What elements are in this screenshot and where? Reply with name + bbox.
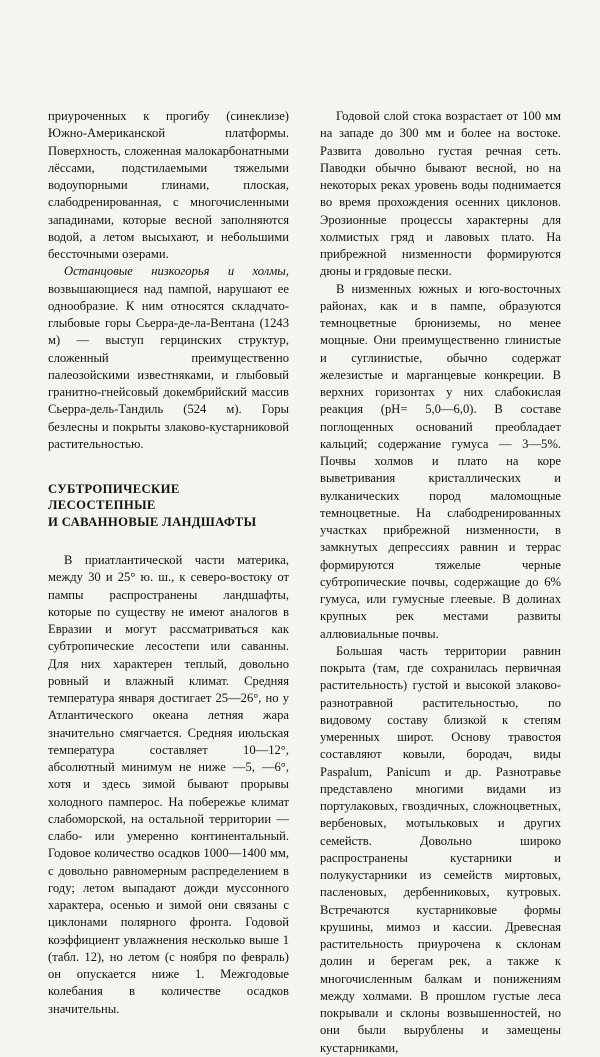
section-heading-block <box>48 481 289 530</box>
latin-name-panicum: Panicum <box>386 764 431 779</box>
right-text-column <box>320 108 561 1057</box>
two-column-layout <box>48 108 560 1057</box>
latin-name-paspalum: Paspalum <box>320 764 369 779</box>
paragraph-runoff: Годовой слой стока возрастает от 100 мм на западе до 300 мм и более на востоке. Развита довольно густая речная сеть. Паводки обычно бывают весной, но на некоторых реках уровень воды поднимается во время прохождения осенних циклонов. Эрозионные процессы характерны для холмистых гряд и лавовых плато. На прибрежной низменности формируются дюны и грядовые пески. <box>320 109 561 279</box>
paragraph-pampa-relief-continued: приуроченных к прогибу (синеклизе) Южно-Американской платформы. Поверхность, сложенная малокарбонатными лёссами, подстилаемыми тяжелыми водоупорными глинами, плоская, слабодренированная, с многочисленными западинами, которые весной заполняются водой, а летом высыхают, и небольшими бессточными озерами. <box>48 109 289 261</box>
paragraph-ostantsovye-rest: , возвышающиеся над пампой, нарушают ее однообразие. К ним относятся складчато-глыбовые горы Сьерра-де-ла-Вентана (1243 м) — выступ герцинских структур, сложенный преимущественно палеозойскими известняками, и глыбовый гранитно-гнейсовый докембрийский массив Сьерра-дель-Тандиль (524 м). Горы безлесны и покрыты злаково-кустарниковой растительностью. <box>48 264 289 451</box>
section-heading-subtropical <box>48 481 289 530</box>
paragraph-vegetation-part-2: , <box>368 764 387 779</box>
italic-term-ostantsovye: Останцовые низкогорья и холмы <box>64 264 286 279</box>
section-heading-line-2: ЛЕСОСТЕПНЫЕ <box>48 498 156 513</box>
paragraph-vegetation <box>320 643 561 1057</box>
paragraph-vegetation-part-1: Большая часть территории равнин покрыта (там, где сохранилась первичная растительность) густой и высокой злаково-разнотравной растительностью, по видовому составу близкой к степям умеренных широт. Основу травостоя составляют ковыли, бородач, виды <box>320 643 561 762</box>
paragraph-vegetation-part-3: и др. Разнотравье представлено многими видами из портулаковых, гвоздичных, сложноцветных, вербеновых, мотыльковых и других семейств. Довольно широко распространены кустарники и полукустарники из семейств миртовых, пасленовых, дербенниковых, кутровых. Встречаются кустарниковые формы крушины, мимоз и кассии. Древесная растительность приурочена к склонам долин и берегам рек, а также к многочисленным балкам и понижениям между холмами. В прошлом густые леса покрывали и склоны возвышенностей, но они были вырублены и замещены кустарниками, <box>320 764 561 1055</box>
paragraph-ostantsovye <box>48 263 289 453</box>
section-heading-line-1: СУБТРОПИЧЕСКИЕ <box>48 482 180 496</box>
left-text-column <box>48 108 289 1018</box>
section-heading-line-3: И САВАННОВЫЕ ЛАНДШАФТЫ <box>48 514 257 529</box>
paragraph-climate: В приатлантической части материка, между 30 и 25° ю. ш., к северо-востоку от пампы распространены ландшафты, которые по существу не имеют аналогов в Евразии и могут рассматриваться как субтропические лесостепи или саванны. Для них характерен теплый, довольно ровный и влажный климат. Средняя температура января достигает 25—26°, но у Атлантического океана летняя жара значительно смягчается. Средняя июльская температура составляет 10—12°, абсолютный минимум не ниже —5, —6°, хотя и здесь зимой бывают прорывы холодного памперос. На побережье климат слабоморской, на остальной территории — слабо- или умеренно континентальный. Годовое количество осадков 1000—1400 мм, с довольно равномерным распределением в году; летом выпадают дожди муссонного характера, осенью и зимой они связаны с циклонами полярного фронта. Годовой коэффициент увлажнения несколько выше 1 (табл. 12), но летом (с ноября по февраль) он опускается ниже 1. Межгодовые колебания в количестве осадков значительны. <box>48 553 289 1016</box>
paragraph-soils: В низменных южных и юго-восточных районах, как и в пампе, образуются темноцветные брюниземы, но менее мощные. Они преимущественно глинистые и суглинистые, обычно содержат железистые и марганцевые конкреции. В верхних горизонтах у них слабокислая реакция (рН= 5,0—6,0). В составе поглощенных оснований преобладает кальций; содержание гумуса — 3—5%. Почвы холмов и плато на коре выветривания кристаллических и вулканических пород маломощные темноцветные. На слабодренированных участках прибрежной низменности, в замкнутых депрессиях равнин и террас формируются тяжелые черные субтропические почвы, содержащие до 6% гумуса, или гумусные глеевые. В долинах крупных рек местами развиты аллювиальные почвы. <box>320 281 561 641</box>
